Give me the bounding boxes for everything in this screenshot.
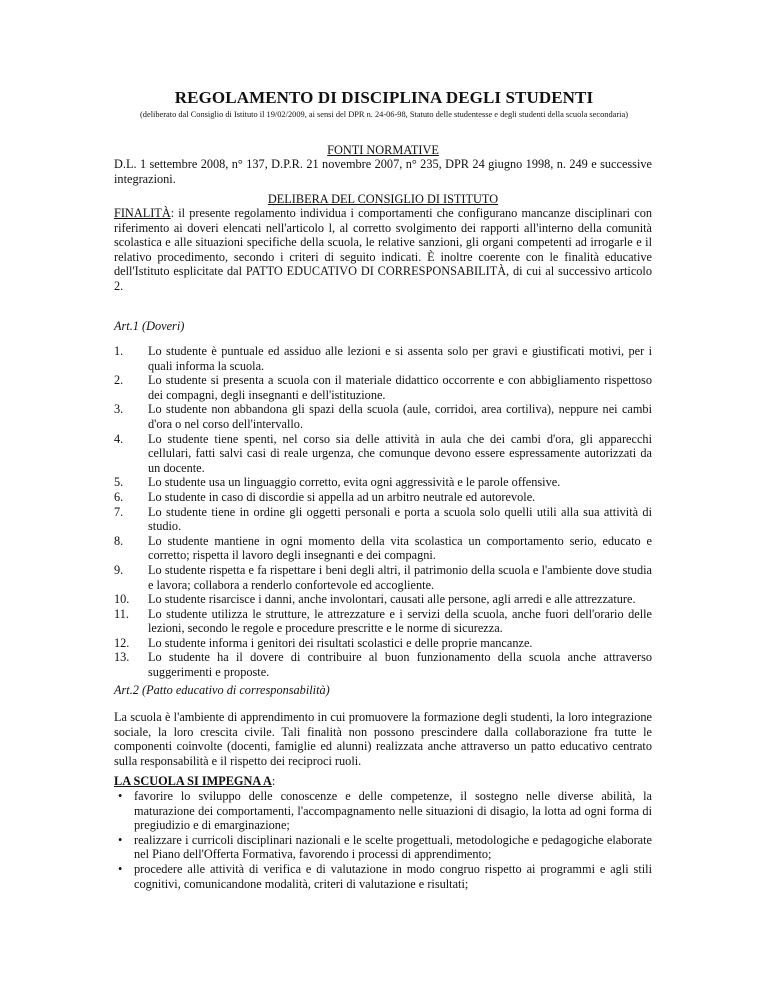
list-item [114, 344, 652, 373]
list-item [114, 789, 652, 833]
list-item [114, 490, 652, 505]
item-number: 9. [114, 562, 124, 577]
list-item [114, 607, 652, 636]
list-item [114, 650, 652, 679]
list-item [114, 592, 652, 607]
item-text: Lo studente si presenta a scuola con il materiale didattico occorrente e con abbigliamento rispettoso dei compagni, degli insegnanti e dell'istituzione. [148, 373, 652, 402]
item-number: 7. [114, 504, 124, 519]
list-item [114, 402, 652, 431]
fonti-heading: FONTI NORMATIVE [327, 143, 439, 157]
item-number: 1. [114, 344, 124, 358]
list-item [114, 833, 652, 862]
list-item [114, 534, 652, 563]
document-title: REGOLAMENTO DI DISCIPLINA DEGLI STUDENTI [174, 88, 594, 107]
item-text: Lo studente utilizza le strutture, le attrezzature e i servizi della scuola, anche fuori dell'orario delle lezioni, secondo le regole e procedure prescritte e le norme di sicurezza. [148, 606, 652, 636]
list-item [114, 862, 652, 891]
list-item [114, 563, 652, 592]
item-number: 5. [114, 475, 124, 490]
finalita-text: : il presente regolamento individua i comportamenti che configurano mancanze disciplinari con riferimento ai doveri elencati nell'articolo l, al corretto svolgimento dei rapporti all'interno della comunità scolastica e alle situazioni specifiche della scuola, le relative sanzioni, gli organi competenti ad irrogarle e il relativo procedimento, secondo i criteri di seguito indicati. È inoltre coerente con le finalità educative dell'Istituto esplicitate dal PATTO EDUCATIVO DI CORRESPONSABILITÀ, di cui al successivo articolo 2. [114, 206, 652, 293]
item-number: 11. [114, 606, 129, 621]
item-text: Lo studente non abbandona gli spazi della scuola (aule, corridoi, area cortiliva), neppure nei cambi d'ora o nel corso dell'intervallo. [148, 402, 652, 431]
item-text: Lo studente usa un linguaggio corretto, evita ogni aggressività e le parole offensive. [148, 475, 561, 490]
item-text: Lo studente tiene in ordine gli oggetti personali e porta a scuola solo quelli utili alla sua attività di studio. [148, 504, 652, 534]
item-number: 6. [114, 489, 124, 504]
scuola-heading-colon: : [271, 774, 276, 788]
list-item [114, 373, 652, 402]
item-number: 4. [114, 431, 124, 446]
item-text: procedere alle attività di verifica e di valutazione in modo congruo rispetto ai programmi e agli stili cognitivi, comunicandone modalità, criteri di valutazione e risultati; [134, 861, 652, 891]
item-text: Lo studente rispetta e fa rispettare i beni degli altri, il patrimonio della scuola e l'ambiente dove studia e lavora; collabora a renderlo confortevole ed accogliente. [148, 562, 652, 592]
delibera-heading: DELIBERA DEL CONSIGLIO DI ISTITUTO [267, 192, 499, 206]
scuola-commitments-list [114, 789, 652, 891]
item-text: realizzare i curricoli disciplinari nazionali e le scelte progettuali, metodologiche e pedagogiche elaborate nel Piano dell'Offerta Formativa, favorendo i processi di apprendimento; [134, 832, 652, 862]
list-item [114, 505, 652, 534]
item-text: Lo studente ha il dovere di contribuire al buon funzionamento della scuola anche attraverso suggerimenti e proposte. [148, 650, 652, 680]
art2-heading: Art.2 (Patto educativo di corresponsabilità) [114, 683, 330, 697]
item-number: 12. [114, 635, 130, 650]
item-text: Lo studente mantiene in ogni momento della vita scolastica un comportamento serio, educato e corretto; rispetta il lavoro degli insegnanti e dei compagni. [148, 533, 652, 563]
art1-duties-list [114, 344, 652, 680]
item-text: Lo studente è puntuale ed assiduo alle lezioni e si assenta solo per gravi e giustificati motivi, per i quali informa la scuola. [148, 344, 652, 373]
item-number: 2. [114, 373, 124, 388]
bullet-icon: • [118, 861, 123, 876]
item-number: 13. [114, 650, 130, 665]
bullet-icon: • [118, 789, 123, 803]
art2-text: La scuola è l'ambiente di apprendimento in cui promuovere la formazione degli studenti, la loro integrazione sociale, la loro crescita civile. Tali finalità non possono prescindere dalla collaborazione fra tutte le componenti coinvolte (docenti, famiglie ed alunni) realizzata anche attraverso un patto educativo centrato sulla responsabilità e il rispetto dei reciproci ruoli. [114, 710, 652, 768]
fonti-text: D.L. 1 settembre 2008, n° 137, D.P.R. 21 novembre 2007, n° 235, DPR 24 giugno 1998, n. 249 e successive integrazioni. [114, 157, 652, 186]
art1-heading: Art.1 (Doveri) [114, 319, 185, 333]
document-subtitle: (deliberato dal Consiglio di Istituto il 19/02/2009, ai sensi del DPR n. 24-06-98, Statuto delle studentesse e degli studenti della scuola secondaria) [140, 110, 628, 119]
list-item [114, 636, 652, 651]
list-item [114, 475, 652, 490]
bullet-icon: • [118, 832, 123, 847]
item-text: Lo studente tiene spenti, nel corso sia delle attività in aula che dei cambi d'ora, gli apparecchi cellulari, fatti salvi casi di reale urgenza, che comunque devono essere espressamente autorizzati da un docente. [148, 431, 652, 475]
item-number: 10. [114, 592, 130, 607]
finalita-label: FINALITÀ [114, 206, 171, 220]
scuola-heading-line [114, 774, 652, 789]
item-text: Lo studente in caso di discordie si appella ad un arbitro neutrale ed autorevole. [148, 489, 536, 504]
list-item [114, 432, 652, 476]
item-number: 3. [114, 402, 124, 417]
item-text: Lo studente risarcisce i danni, anche involontari, causati alle persone, agli arredi e alle attrezzature. [148, 592, 636, 607]
item-number: 8. [114, 533, 124, 548]
finalita-paragraph [114, 206, 652, 294]
item-text: favorire lo sviluppo delle conoscenze e delle competenze, il sostegno nelle diverse abilità, la maturazione dei comportamenti, l'accompagnamento nelle situazioni di disagio, la lotta ad ogni forma di pregiudizio e di emarginazione; [134, 789, 652, 833]
item-text: Lo studente informa i genitori dei risultati scolastici e delle proprie mancanze. [148, 635, 533, 650]
scuola-heading: LA SCUOLA SI IMPEGNA A [114, 774, 272, 788]
